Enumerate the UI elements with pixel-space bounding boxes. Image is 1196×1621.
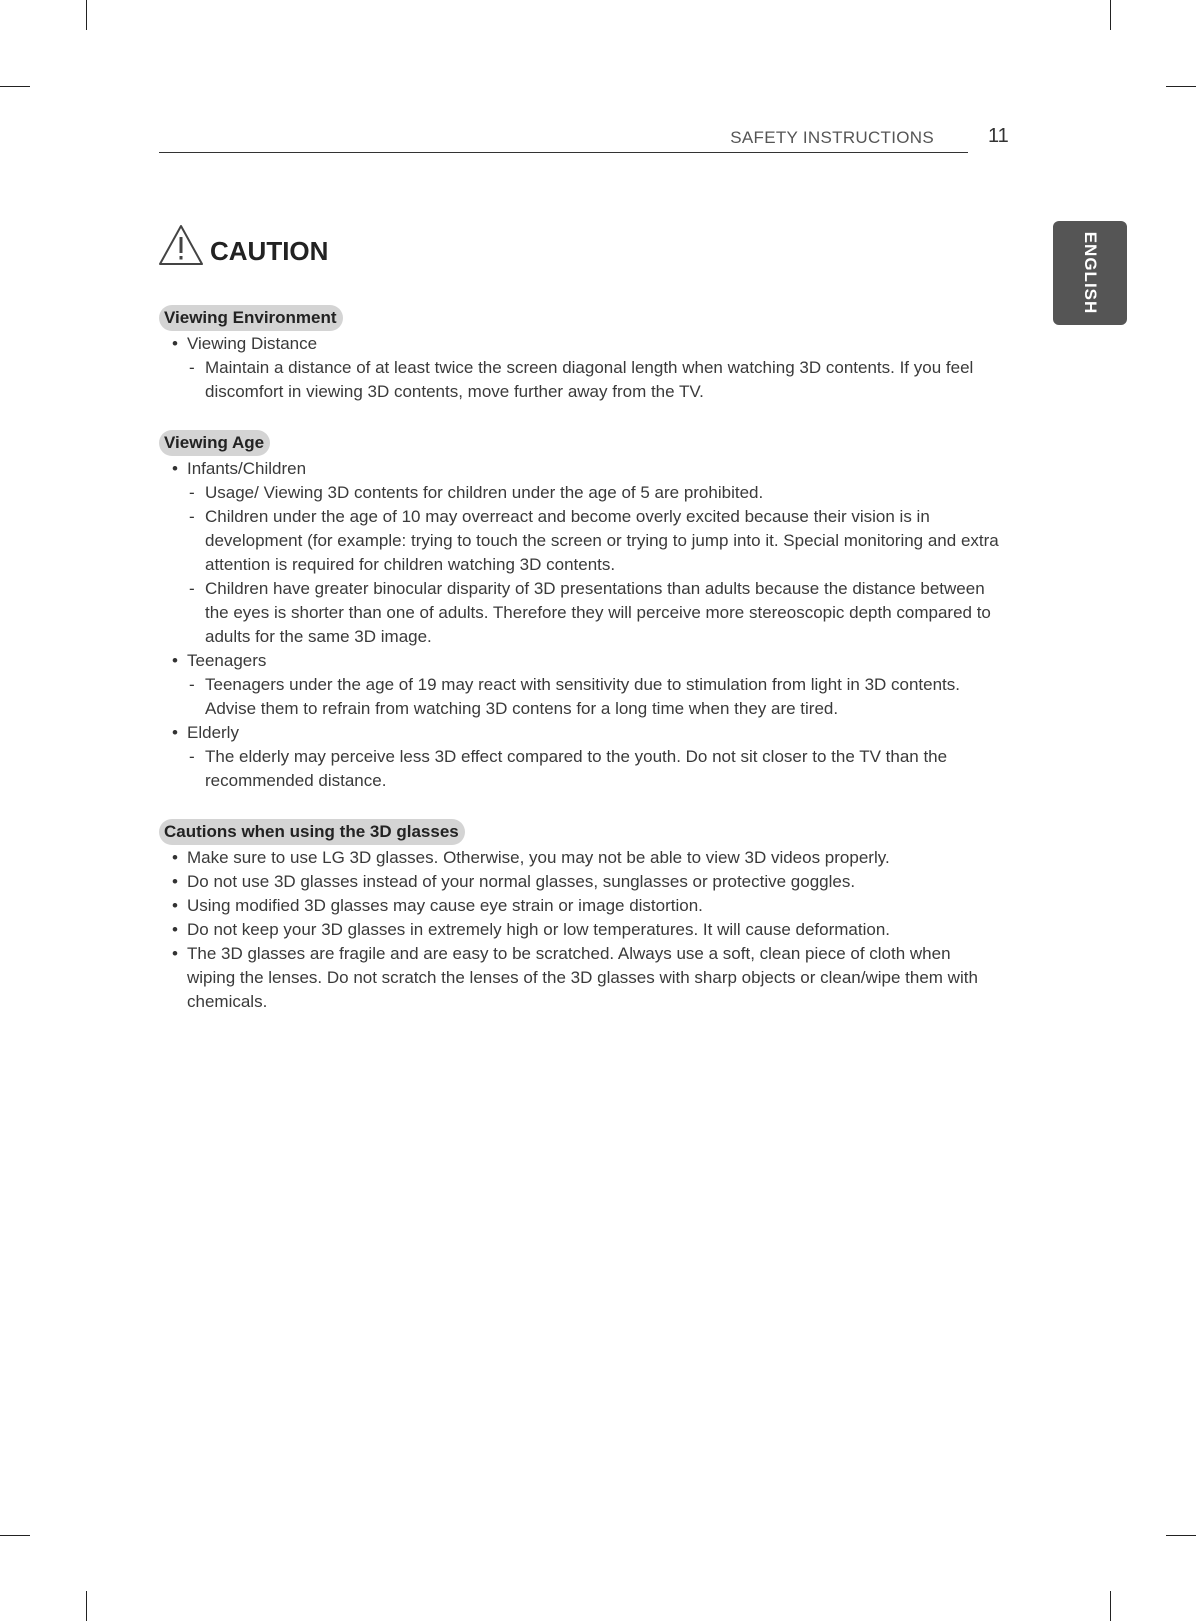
dash-item: - Children have greater binocular disparity of 3D presentations than adults because the distance between the eyes is shorter than one of adults. Therefore they will perceive more stereoscopic depth compared to adults for the same 3D image.	[159, 577, 999, 649]
crop-mark	[86, 1591, 87, 1621]
language-tab-label: ENGLISH	[1081, 231, 1100, 315]
caution-title: CAUTION	[210, 236, 329, 266]
bullet-item: • Teenagers	[159, 649, 999, 673]
bullet-item: • Infants/Children	[159, 457, 999, 481]
bullet-item: • Elderly	[159, 721, 999, 745]
section-heading: Viewing Age	[159, 430, 270, 456]
header-section-title: SAFETY INSTRUCTIONS	[730, 128, 934, 147]
section-heading: Viewing Environment	[159, 305, 343, 331]
crop-mark	[0, 1535, 30, 1536]
crop-mark	[1110, 1591, 1111, 1621]
section-3d-glasses-cautions	[159, 819, 999, 1014]
dash-item: - Teenagers under the age of 19 may react with sensitivity due to stimulation from light in 3D contents. Advise them to refrain from watching 3D contens for a long time when they are tired.	[159, 673, 999, 721]
bullet-item: • Viewing Distance	[159, 332, 999, 356]
warning-triangle-icon	[158, 224, 204, 266]
crop-mark	[0, 86, 30, 87]
section-heading: Cautions when using the 3D glasses	[159, 819, 465, 845]
caution-content	[159, 305, 999, 1040]
bullet-item: • Do not keep your 3D glasses in extremely high or low temperatures. It will cause deformation.	[159, 918, 999, 942]
dash-item: - Usage/ Viewing 3D contents for children under the age of 5 are prohibited.	[159, 481, 999, 505]
dash-item: - The elderly may perceive less 3D effect compared to the youth. Do not sit closer to the TV than the recommended distance.	[159, 745, 999, 793]
bullet-item: • Do not use 3D glasses instead of your normal glasses, sunglasses or protective goggles.	[159, 870, 999, 894]
page-number: 11	[988, 125, 1009, 147]
bullet-item: • Using modified 3D glasses may cause eye strain or image distortion.	[159, 894, 999, 918]
header-divider	[159, 152, 968, 153]
dash-item: - Children under the age of 10 may overreact and become overly excited because their vision is in development (for example: trying to touch the screen or trying to jump into it. Special monitoring and extra attention is required for children watching 3D contents.	[159, 505, 999, 577]
crop-mark	[1166, 86, 1196, 87]
crop-mark	[86, 0, 87, 30]
dash-item: - Maintain a distance of at least twice the screen diagonal length when watching 3D contents. If you feel discomfort in viewing 3D contents, move further away from the TV.	[159, 356, 999, 404]
bullet-item: • The 3D glasses are fragile and are easy to be scratched. Always use a soft, clean piece of cloth when wiping the lenses. Do not scratch the lenses of the 3D glasses with sharp objects or clean/wipe them with chemicals.	[159, 942, 999, 1014]
bullet-item: • Make sure to use LG 3D glasses. Otherwise, you may not be able to view 3D videos properly.	[159, 846, 999, 870]
section-viewing-age	[159, 430, 999, 793]
crop-mark	[1166, 1535, 1196, 1536]
language-tab	[1053, 221, 1127, 325]
section-viewing-environment	[159, 305, 999, 404]
caution-heading	[158, 220, 328, 266]
crop-mark	[1110, 0, 1111, 30]
